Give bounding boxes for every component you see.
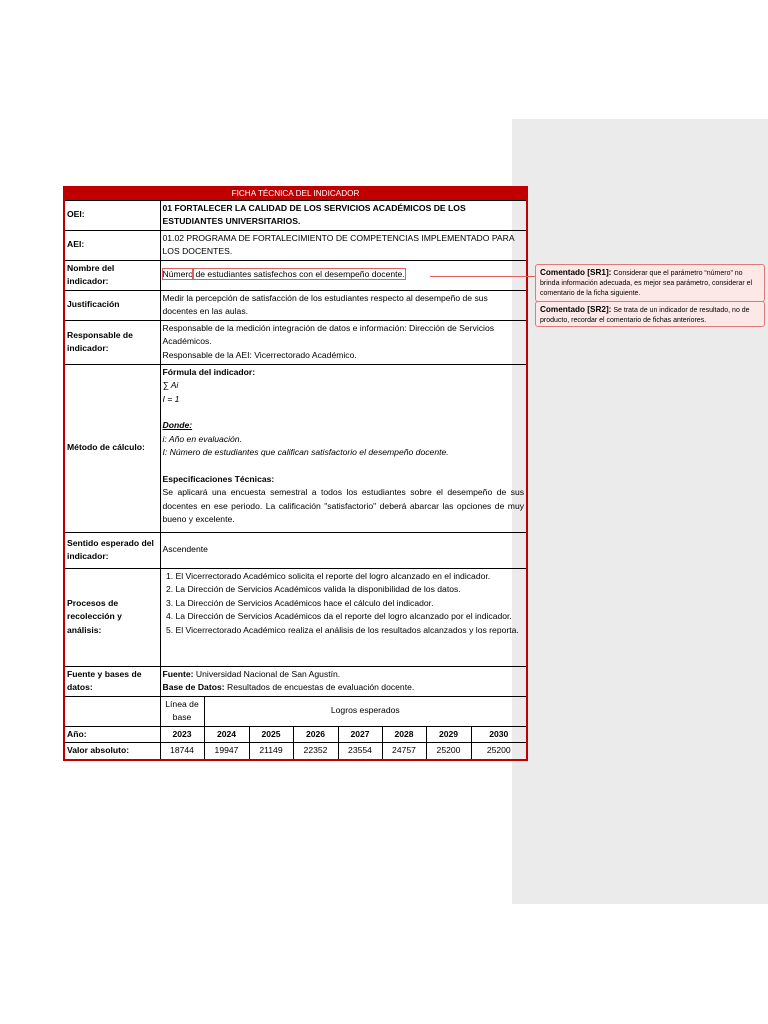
value-cell: 25200 bbox=[426, 743, 471, 760]
metodo-label: Método de cálculo: bbox=[64, 364, 160, 532]
responsable-line-1: Responsable de la medición integración de datos e información: Dirección de Servicios Académicos. bbox=[162, 322, 495, 346]
value-cell: 23554 bbox=[338, 743, 382, 760]
year-cell: 2023 bbox=[160, 726, 204, 743]
aei-value: 01.02 PROGRAMA DE FORTALECIMIENTO DE COMPETENCIAS IMPLEMENTADO PARA LOS DOCENTES. bbox=[160, 230, 527, 260]
sentido-value: Ascendente bbox=[160, 532, 527, 568]
value-cell: 19947 bbox=[204, 743, 249, 760]
year-cell: 2025 bbox=[249, 726, 293, 743]
list-item: 2. La Dirección de Servicios Académicos valida la disponibilidad de los datos. bbox=[176, 583, 525, 597]
aei-label: AEI: bbox=[64, 230, 160, 260]
formula-title: Fórmula del indicador: bbox=[162, 366, 256, 377]
comment-text: Se trata de un indicador de resultado, no de producto, recordar el comentario de fichas anteriores. bbox=[540, 307, 750, 324]
justificacion-value: Medir la percepción de satisfacción de los estudiantes respecto al desempeño de sus docentes en las aulas. bbox=[160, 290, 527, 320]
anio-label: Año: bbox=[64, 726, 160, 743]
comment-tag: Comentado [SR1]: bbox=[540, 268, 612, 277]
procesos-label: Procesos de recolección y análisis: bbox=[64, 568, 160, 666]
comments-margin-pane bbox=[512, 119, 768, 904]
responsable-line-2: Responsable de la AEI: Vicerrectorado Académico. bbox=[162, 349, 357, 360]
commented-phrase[interactable]: de estudiantes satisfechos con el desempeño docente. bbox=[193, 269, 405, 280]
ficha-tecnica-table bbox=[63, 186, 528, 761]
value-cell: 22352 bbox=[293, 743, 338, 760]
base-sublabel: Base de Datos: bbox=[162, 682, 225, 692]
procesos-value bbox=[160, 568, 527, 666]
nombre-value bbox=[160, 260, 527, 290]
fuente-label: Fuente y bases de datos: bbox=[64, 666, 160, 696]
nombre-label: Nombre del indicador: bbox=[64, 260, 160, 290]
donde-title: Donde: bbox=[162, 420, 193, 430]
donde-line-2: I: Número de estudiantes que califican satisfactorio el desempeño docente. bbox=[162, 447, 449, 457]
formula-line-1: ∑ Ai bbox=[162, 380, 179, 390]
list-item: 4. La Dirección de Servicios Académicos da el reporte del logro alcanzado por el indicador. bbox=[176, 610, 525, 624]
valor-label: Valor absoluto: bbox=[64, 743, 160, 760]
value-cell: 18744 bbox=[160, 743, 204, 760]
oei-value: 01 FORTALECER LA CALIDAD DE LOS SERVICIOS ACADÉMICOS DE LOS ESTUDIANTES UNIVERSITARIOS. bbox=[160, 200, 527, 230]
value-cell: 24757 bbox=[382, 743, 426, 760]
fuente-text: Universidad Nacional de San Agustín. bbox=[193, 668, 341, 679]
commented-word[interactable]: Número bbox=[162, 269, 194, 280]
logros-header: Logros esperados bbox=[204, 696, 527, 726]
oei-label: OEI: bbox=[64, 200, 160, 230]
list-item: 1. El Vicerrectorado Académico solicita el reporte del logro alcanzado en el indicador. bbox=[176, 570, 525, 584]
year-cell: 2030 bbox=[471, 726, 527, 743]
table-header: FICHA TÉCNICA DEL INDICADOR bbox=[64, 187, 527, 200]
fuente-value bbox=[160, 666, 527, 696]
year-cell: 2029 bbox=[426, 726, 471, 743]
year-cell: 2028 bbox=[382, 726, 426, 743]
formula-line-2: I = 1 bbox=[162, 393, 180, 404]
comment-tag: Comentado [SR2]: bbox=[540, 305, 612, 314]
metodo-value bbox=[160, 364, 527, 532]
sentido-label: Sentido esperado del indicador: bbox=[64, 532, 160, 568]
comment-sr1[interactable] bbox=[535, 264, 765, 302]
responsable-label: Responsable de indicador: bbox=[64, 320, 160, 364]
base-text: Resultados de encuestas de evaluación docente. bbox=[224, 682, 415, 692]
value-cell: 25200 bbox=[471, 743, 527, 760]
year-cell: 2027 bbox=[338, 726, 382, 743]
year-cell: 2024 bbox=[204, 726, 249, 743]
comment-text: Considerar que el parámetro “número” no brinda información adecuada, es mejor sea parámetro, considerar el comentario de la ficha siguiente. bbox=[540, 270, 753, 297]
spec-title: Especificaciones Técnicas: bbox=[162, 473, 275, 484]
responsable-value bbox=[160, 320, 527, 364]
justificacion-label: Justificación bbox=[64, 290, 160, 320]
comment-sr2[interactable] bbox=[535, 301, 765, 327]
procesos-list bbox=[163, 570, 525, 638]
empty-cell bbox=[64, 696, 160, 726]
list-item: 5. El Vicerrectorado Académico realiza el análisis de los resultados alcanzados y los reporta. bbox=[176, 624, 525, 638]
value-cell: 21149 bbox=[249, 743, 293, 760]
spec-text: Se aplicará una encuesta semestral a todos los estudiantes sobre el desempeño de sus docentes en ese periodo. La calificación "satisfactorio" deberá abarcar las opciones de muy bueno y excelente. bbox=[162, 487, 525, 524]
comment-connector bbox=[430, 276, 535, 277]
linea-base-header: Línea de base bbox=[160, 696, 204, 726]
year-cell: 2026 bbox=[293, 726, 338, 743]
list-item: 3. La Dirección de Servicios Académicos hace el cálculo del indicador. bbox=[176, 597, 525, 611]
fuente-sublabel: Fuente: bbox=[162, 668, 194, 679]
donde-line-1: i: Año en evaluación. bbox=[162, 433, 242, 444]
